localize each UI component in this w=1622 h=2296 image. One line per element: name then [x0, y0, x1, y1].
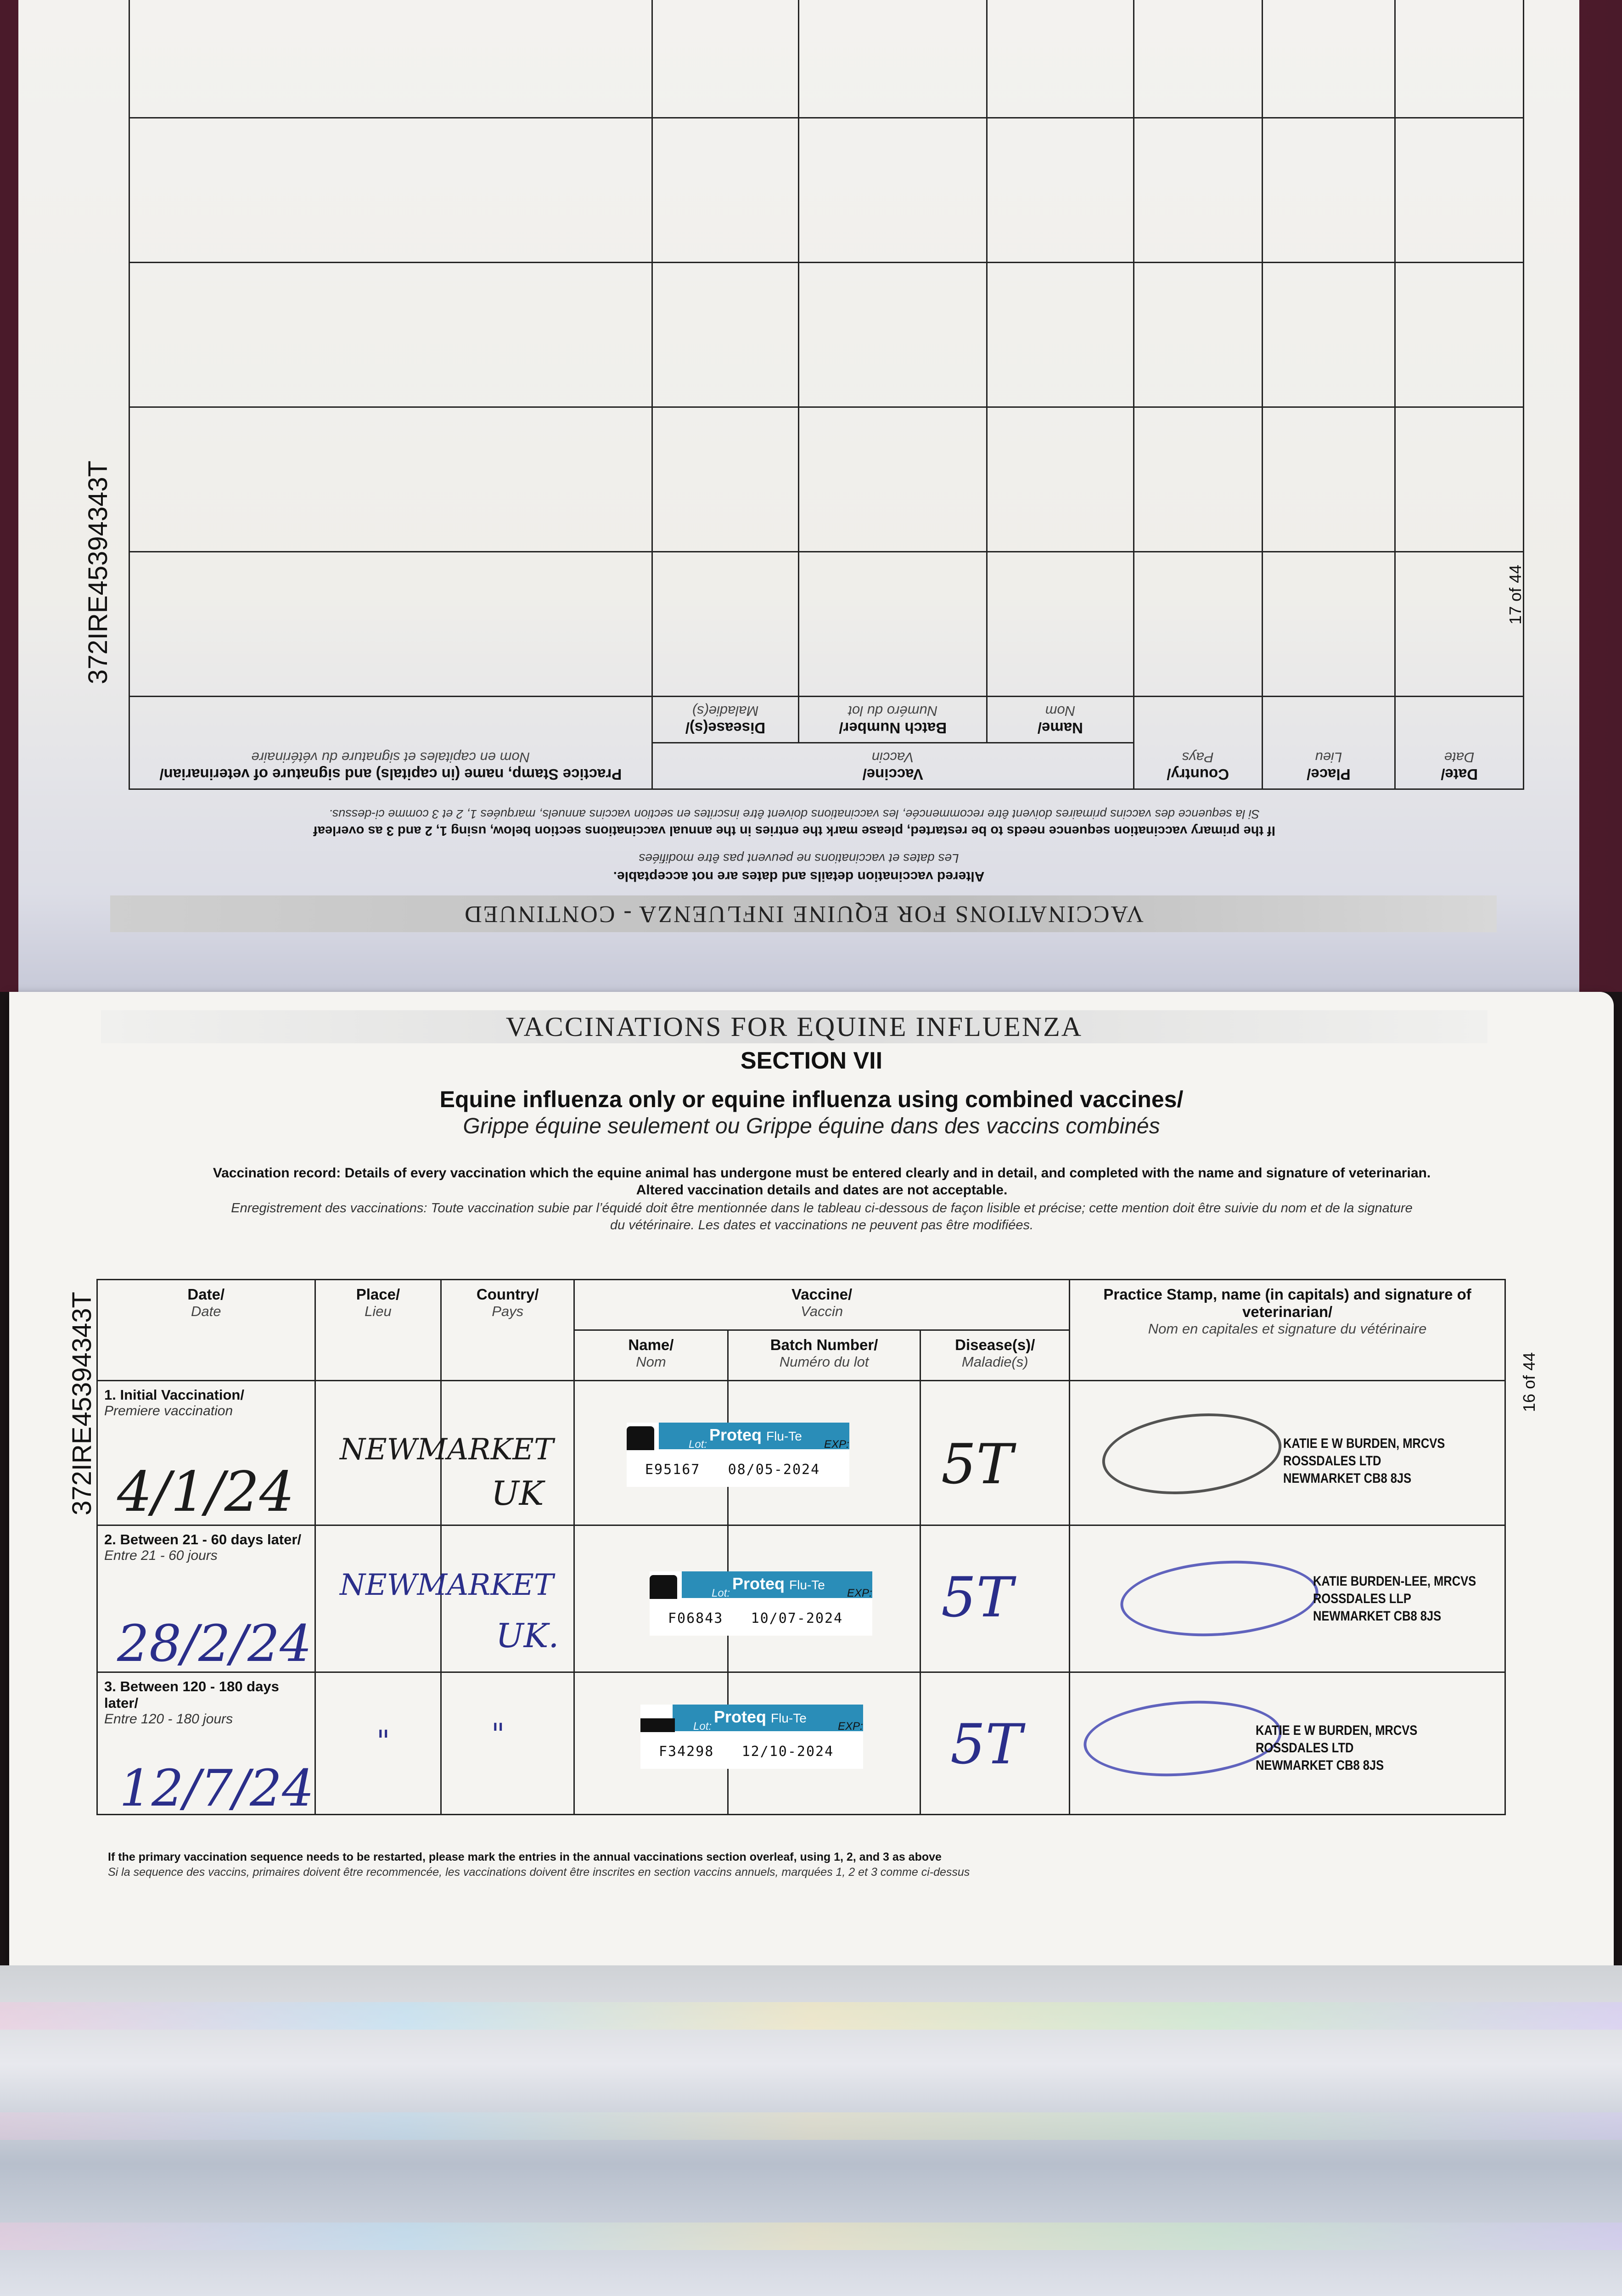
top-header-disease: Disease(s)/ Maladie(s) [652, 697, 799, 743]
page-16 [9, 992, 1614, 1965]
main-document-id: 372IRE45394343T [67, 1292, 97, 1515]
footer-en: If the primary vaccination sequence needs to be restarted, please mark the entries in the annual vaccinations section overleaf, using 1, 2, and 3 as above [108, 1851, 942, 1863]
top-restart-fr: Si la sequence des vaccins primaires doivent être recommencée, les vaccinations doivent être inscrites en section vaccins annuels, marquées 1, 2 et 3 comme ci-dessus. [329, 807, 1260, 821]
record-en: Vaccination record: Details of every vaccination which the equine animal has undergone must be entered clearly and in detail, and completed with the name and signature of veterinarian. [213, 1165, 1431, 1181]
subtitle-en: Equine influenza only or equine influenza using combined vaccines/ [439, 1086, 1184, 1112]
header-country: Country/ Pays [441, 1280, 574, 1381]
row-3-stamp: KATIE E W BURDEN, MRCVS ROSSDALES LTD NEWMARKET CB8 8JS [1256, 1723, 1418, 1773]
subtitle-fr: Grippe équine seulement ou Grippe équine dans des vaccins combinés [463, 1114, 1160, 1138]
row-2-place: NEWMARKET [340, 1568, 554, 1602]
main-banner [101, 1010, 1487, 1043]
header-place: Place/ Lieu [315, 1280, 441, 1381]
top-vaccination-table [129, 0, 1524, 790]
page-17 [18, 0, 1579, 992]
record-notice: Altered vaccination details and dates are not acceptable. [636, 1182, 1008, 1198]
exp-label: EXP: [838, 1720, 863, 1733]
row-3-place: " [376, 1724, 390, 1758]
row-1-vaccine-label [627, 1423, 849, 1487]
exp-label: EXP: [847, 1587, 872, 1599]
row-1-country: UK [491, 1474, 544, 1513]
top-table-row [129, 552, 1524, 697]
vaccine-logo-icon [650, 1575, 677, 1599]
row-3-batch: F34298 12/10-2024 [659, 1744, 834, 1760]
footer-fr: Si la sequence des vaccins, primaires doivent être recommencée, les vaccinations doivent être inscrites en section vaccins annuels, marquées 1, 2 et 3 comme ci-dessus [108, 1866, 970, 1879]
page-17-rotated-content [18, 0, 1579, 992]
row-2-disease: 5T [941, 1566, 1013, 1630]
lot-label: Lot: [689, 1438, 707, 1451]
row-2-country: UK. [496, 1616, 559, 1655]
row-1-date: 4/1/24 [117, 1460, 295, 1524]
row-2-vaccine-label [650, 1571, 872, 1636]
row-1-batch: E95167 08/05-2024 [645, 1462, 820, 1478]
header-disease: Disease(s)/ Maladie(s) [920, 1330, 1070, 1381]
header-date: Date/ Date [97, 1280, 315, 1381]
row-1-stamp: KATIE E W BURDEN, MRCVS ROSSDALES LTD NEWMARKET CB8 8JS [1283, 1436, 1445, 1486]
top-banner [110, 895, 1497, 932]
header-name: Name/ Nom [574, 1330, 728, 1381]
row-1-label: 1. Initial Vaccination/ Premiere vaccination [97, 1381, 315, 1525]
top-header-vaccine: Vaccine/ Vaccin [652, 743, 1134, 789]
main-page-number: 16 of 44 [1520, 1352, 1538, 1412]
row-2-stamp: KATIE BURDEN-LEE, MRCVS ROSSDALES LLP NEWMARKET CB8 8JS [1313, 1574, 1476, 1624]
vaccine-logo-icon [640, 1718, 675, 1732]
row-3-vaccine-label [640, 1705, 863, 1769]
row-1-place: NEWMARKET [340, 1433, 554, 1467]
lot-label: Lot: [712, 1587, 730, 1599]
vaccine-brand: Proteq Flu-Te [732, 1574, 825, 1593]
header-stamp: Practice Stamp, name (in capitals) and signature of veterinarian/ Nom en capitales et signature du vétérinaire [1070, 1280, 1505, 1381]
vaccine-brand: Proteq Flu-Te [709, 1425, 802, 1444]
top-table-row [129, 0, 1524, 118]
row-3-date: 12/7/24 [119, 1759, 314, 1818]
plastic-sleeve [0, 1965, 1622, 2296]
row-2-date: 28/2/24 [117, 1614, 312, 1673]
top-document-id: 372IRE45394343T [83, 461, 113, 684]
section-title: SECTION VII [740, 1047, 883, 1074]
main-banner-title: VACCINATIONS FOR EQUINE INFLUENZA [505, 1012, 1083, 1042]
top-notice-en: Altered vaccination details and dates are not acceptable. [613, 869, 985, 884]
top-table-row [129, 263, 1524, 407]
row-2-batch: F06843 10/07-2024 [668, 1610, 843, 1626]
header-vaccine: Vaccine/ Vaccin [574, 1280, 1070, 1330]
top-header-date: Date/ Date [1395, 697, 1524, 789]
top-notice-fr: Les dates et vaccinations ne peuvent pas être modifiées [639, 851, 959, 866]
top-header-stamp: Practice Stamp, name (in capitals) and signature of veterinarian/ Nom en capitales et signature du vétérinaire [129, 697, 652, 789]
top-table-row [129, 118, 1524, 263]
row-3-disease: 5T [950, 1713, 1022, 1777]
record-fr-1: Enregistrement des vaccinations: Toute vaccination subie par l’équidé doit être mentionnée dans le tableau ci-dessous de façon lisible et précise; cette mention doit être suivie du nom et de la signature [231, 1201, 1413, 1216]
vaccine-brand: Proteq Flu-Te [714, 1707, 807, 1726]
exp-label: EXP: [824, 1438, 849, 1451]
top-table-row [129, 407, 1524, 552]
top-restart-en: If the primary vaccination sequence needs to be restarted, please mark the entries in the annual vaccinations section below, using 1, 2 and 3 as overleaf [313, 823, 1275, 838]
row-1-disease: 5T [941, 1433, 1013, 1497]
top-header-batch: Batch Number/ Numéro du lot [799, 697, 987, 743]
header-batch: Batch Number/ Numéro du lot [728, 1330, 920, 1381]
row-2-label: 2. Between 21 - 60 days later/ Entre 21 - 60 jours [97, 1525, 315, 1672]
top-header-place: Place/ Lieu [1262, 697, 1395, 789]
top-banner-title: VACCINATIONS FOR EQUINE INFLUENZA - CONTINUED [463, 901, 1144, 927]
row-3-country: " [491, 1717, 505, 1751]
top-page-number: 17 of 44 [1506, 564, 1525, 625]
vaccine-logo-icon [627, 1426, 654, 1450]
lot-label: Lot: [693, 1720, 712, 1733]
top-header-country: Country/ Pays [1134, 697, 1262, 789]
record-fr-2: du vétérinaire. Les dates et vaccinations ne peuvent pas être modifiées. [610, 1218, 1034, 1232]
row-3-label: 3. Between 120 - 180 days later/ Entre 120 - 180 jours [97, 1672, 315, 1815]
top-header-name: Name/ Nom [987, 697, 1134, 743]
